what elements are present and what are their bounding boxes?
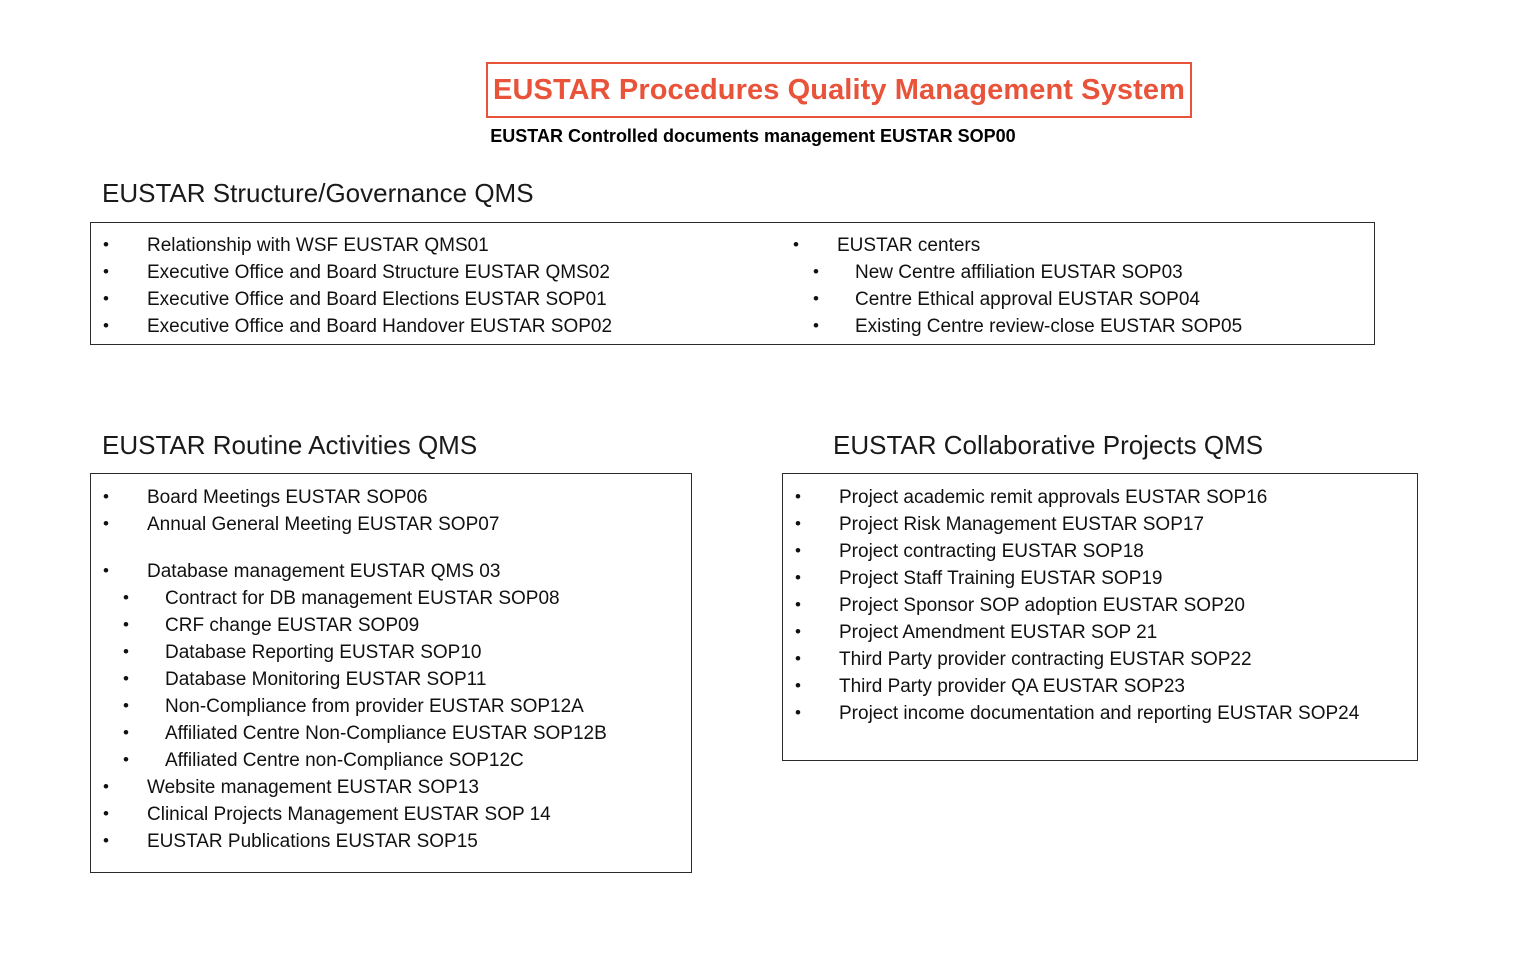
list-item: • Project Sponsor SOP adoption EUSTAR SOP20 [783, 592, 1417, 619]
list-item: • Project academic remit approvals EUSTAR SOP16 [783, 484, 1417, 511]
list-item: • CRF change EUSTAR SOP09 [91, 612, 691, 639]
list-item: • Clinical Projects Management EUSTAR SOP 14 [91, 801, 691, 828]
list-item: • Database Reporting EUSTAR SOP10 [91, 639, 691, 666]
list-item: • EUSTAR centers [781, 232, 1371, 259]
list-item: • Executive Office and Board Structure EUSTAR QMS02 [91, 259, 731, 286]
structure-right-sublist [781, 259, 1371, 340]
list-item: • Database management EUSTAR QMS 03 [91, 558, 691, 585]
list-item: • Existing Centre review-close EUSTAR SOP05 [781, 313, 1371, 340]
routine-list-top [91, 484, 691, 585]
list-item: • Contract for DB management EUSTAR SOP08 [91, 585, 691, 612]
structure-left-list [91, 232, 731, 340]
list-item: • Non-Compliance from provider EUSTAR SOP12A [91, 693, 691, 720]
subtitle [0, 126, 1536, 147]
structure-column-left [91, 232, 731, 340]
list-item: • Database Monitoring EUSTAR SOP11 [91, 666, 691, 693]
list-item: • Executive Office and Board Elections EUSTAR SOP01 [91, 286, 731, 313]
section-box-structure [90, 222, 1375, 345]
list-item: • Third Party provider contracting EUSTAR SOP22 [783, 646, 1417, 673]
structure-right-list [781, 232, 1371, 259]
list-item: • Website management EUSTAR SOP13 [91, 774, 691, 801]
routine-database-sublist [91, 585, 691, 774]
list-item: • Third Party provider QA EUSTAR SOP23 [783, 673, 1417, 700]
list-item: • Affiliated Centre Non-Compliance EUSTAR SOP12B [91, 720, 691, 747]
list-item: • Project contracting EUSTAR SOP18 [783, 538, 1417, 565]
routine-content [91, 484, 691, 855]
list-item: • Project income documentation and reporting EUSTAR SOP24 [783, 700, 1417, 727]
list-item: • Annual General Meeting EUSTAR SOP07 [91, 511, 691, 538]
list-item: • New Centre affiliation EUSTAR SOP03 [781, 259, 1371, 286]
collaborative-list [783, 484, 1417, 727]
list-item: • Board Meetings EUSTAR SOP06 [91, 484, 691, 511]
list-item: • Project Staff Training EUSTAR SOP19 [783, 565, 1417, 592]
page-title: EUSTAR Procedures Quality Management System [493, 73, 1185, 106]
list-item: • Project Amendment EUSTAR SOP 21 [783, 619, 1417, 646]
list-item: • EUSTAR Publications EUSTAR SOP15 [91, 828, 691, 855]
collaborative-content [783, 484, 1417, 727]
section-box-collaborative [782, 473, 1418, 761]
list-item: • Relationship with WSF EUSTAR QMS01 [91, 232, 731, 259]
section-heading-structure: EUSTAR Structure/Governance QMS [102, 178, 534, 208]
list-item: • Centre Ethical approval EUSTAR SOP04 [781, 286, 1371, 313]
list-spacer [91, 538, 691, 558]
structure-column-right [781, 232, 1371, 340]
section-heading-routine: EUSTAR Routine Activities QMS [102, 430, 478, 460]
subtitle-text: EUSTAR Controlled documents management EUSTAR SOP00 [490, 126, 1016, 146]
title-box [486, 62, 1192, 118]
routine-list-bottom [91, 774, 691, 855]
section-heading-collaborative: EUSTAR Collaborative Projects QMS [833, 430, 1264, 460]
list-item: • Affiliated Centre non-Compliance SOP12C [91, 747, 691, 774]
list-item: • Executive Office and Board Handover EUSTAR SOP02 [91, 313, 731, 340]
list-item: • Project Risk Management EUSTAR SOP17 [783, 511, 1417, 538]
section-box-routine [90, 473, 692, 873]
